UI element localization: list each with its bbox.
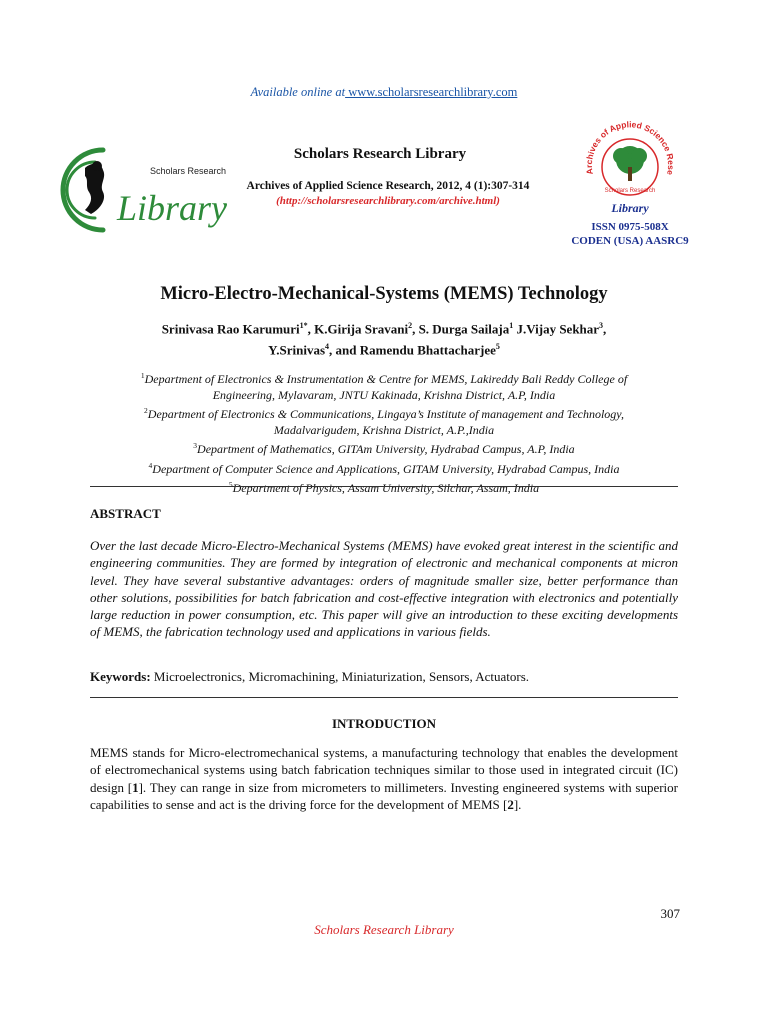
logo-left-small-text: Scholars Research — [150, 166, 227, 176]
divider-top — [90, 486, 678, 487]
affiliation-1-cont: Engineering, Mylavaram, JNTU Kakinada, Krishna District, A.P, India — [212, 387, 556, 402]
archive-url: (http://scholarsresearchlibrary.com/archive.html) — [276, 195, 500, 207]
archives-of-applied-science-research-logo — [575, 112, 685, 222]
issn-coden-block — [560, 220, 700, 248]
available-prefix: Available online at — [250, 85, 346, 99]
affiliation-2: Department of Electronics & Communications, Lingaya’s Institute of management and Technology, — [147, 407, 624, 421]
introduction-text: MEMS stands for Micro-electromechanical systems, a manufacturing technology that enables the development of electromechanical systems using batch fabrication techniques similar to those used in integrated circuit (IC) design [1]. They can range in size from micrometers to millimeters. Investing engineered systems with superior capabilities to sense and act is the driving force for the development of MEMS [2]. — [90, 745, 678, 812]
logo-right-inner-text: Scholars Research — [604, 188, 656, 194]
divider-middle — [90, 697, 678, 698]
coden: CODEN (USA) AASRC9 — [571, 235, 689, 247]
author-5: Y.Srinivas — [268, 342, 326, 358]
journal-website-link[interactable]: www.scholarsresearchlibrary.com — [345, 85, 518, 99]
keywords-label: Keywords: — [90, 669, 151, 684]
author-6: Ramendu Bhattacharjee — [359, 342, 496, 358]
library-title: Scholars Research Library — [293, 146, 467, 162]
affiliation-4: Department of Computer Science and Applications, GITAM University, Hydrabad Campus, India — [152, 461, 620, 476]
author-4: J.Vijay Sekhar — [516, 321, 600, 337]
issn: ISSN 0975-508X — [591, 221, 669, 233]
keywords-values: Microelectronics, Micromachining, Miniaturization, Sensors, Actuators. — [150, 669, 530, 684]
logo-right-library-text: Library — [611, 201, 649, 215]
affiliations: $^1$Department of Electronics & Instrumentation & Centre for MEMS, Lakireddy Bali Reddy College of Engineering, Mylavaram, JNTU Kakinada, Krishna District, A.P, India $^2$Department of Electronics & Communications, Lingaya’s Institute of management and Technology, Madalvarigudem, Krishna District, A.P.,India $^3$Department of Mathematics, GITAm University, Hydrabad Campus, A.P, India $^4$Department of Computer Science and Applications, GITAM University, Hydrabad Campus, India $^5$Department of Physics, Assam University, Silchar, Assam, India — [0, 368, 768, 497]
paper-title: Micro-Electro-Mechanical-Systems (MEMS) Technology — [160, 284, 608, 304]
available-online-line — [0, 85, 768, 100]
page-number: 307 — [660, 906, 680, 921]
introduction-heading: INTRODUCTION — [331, 716, 436, 731]
reference-2: 2 — [507, 796, 514, 812]
affiliation-1: Department of Electronics & Instrumentation & Centre for MEMS, Lakireddy Bali Reddy College of — [144, 372, 628, 386]
author-2: K.Girija Sravani — [314, 321, 409, 337]
author-1: Srinivasa Rao Karumuri — [161, 321, 300, 337]
logo-left-library-text: Library — [117, 188, 228, 228]
logo-right-ring-text: Archives of Applied Science Rese — [583, 119, 677, 176]
abstract-heading: ABSTRACT — [90, 506, 161, 521]
affiliation-2-cont: Madalvarigudem, Krishna District, A.P.,India — [273, 422, 495, 437]
affiliation-5: Department of Physics, Assam University, Silchar, Assam, India — [232, 481, 540, 495]
scholars-research-library-logo — [55, 140, 235, 245]
keywords-line — [90, 669, 529, 685]
affiliation-3: Department of Mathematics, GITAm University, Hydrabad Campus, A.P, India — [197, 442, 575, 456]
author-3: S. Durga Sailaja — [418, 321, 510, 337]
abstract-text: Over the last decade Micro-Electro-Mechanical Systems (MEMS) have evoked great interest in the scientific and engineering communities. They are formed by integration of electronic and mechanical components at micron level. They have several substantive advantages: orders of magnitude smaller size, better performance than other solutions, possibilities for batch fabrication and cost-effective integration with electronics and potentially large reduction in power consumption, etc. This paper will give an introduction to these exciting developments of MEMS, the fabrication technology used and applications in various fields. — [90, 538, 678, 640]
authors: Srinivasa Rao Karumuri$^{1*}$, K.Girija Sravani$^2$, S. Durga Sailaja$^1$ J.Vijay Sekhar$^3$, Y.Srinivas$^4$, and Ramendu Bhattacharjee$^5$ — [161, 321, 607, 358]
reference-1: 1 — [132, 779, 139, 795]
journal-citation: Archives of Applied Science Research, 2012, 4 (1):307-314 — [246, 180, 530, 192]
footer-publisher: Scholars Research Library — [314, 922, 454, 937]
